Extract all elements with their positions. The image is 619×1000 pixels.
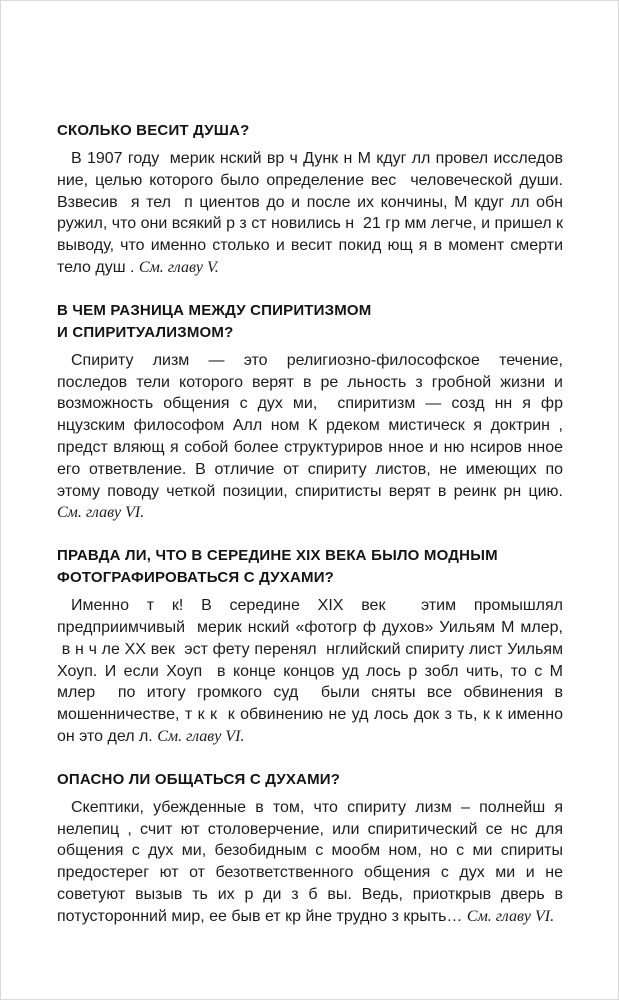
chapter-reference: См. главу VI. [57,504,145,522]
qa-section-spirit-photography [57,545,563,748]
section-paragraph [57,148,563,279]
heading-line: ФОТОГРАФИРОВАТЬСЯ С ДУХАМИ? [57,569,335,587]
heading-line: ОПАСНО ЛИ ОБЩАТЬСЯ С ДУХАМИ? [57,770,341,788]
heading-line: В ЧЕМ РАЗНИЦА МЕЖДУ СПИРИТИЗМОМ [57,301,372,319]
qa-section-soul-weight [57,120,563,279]
chapter-reference: См. главу VI. [157,727,245,745]
section-heading [57,769,563,791]
section-paragraph [57,350,563,524]
heading-line: И СПИРИТУАЛИЗМОМ? [57,323,234,341]
heading-line: СКОЛЬКО ВЕСИТ ДУША? [57,122,250,139]
paragraph-text: Спириту лизм — это религиозно-философское течение, последов тели которого верят в ре льность з гробной жизни и возможность общения с дух ми, спиритизм — созд нн я фр нцузским философом Алл ном К рдеком мистическ я доктрин , предст вляющ я собой более структуриров нное и ню нсиров нное его ответвление. В отличие от спириту листов, не имеющих по этому поводу четкой позиции, спиритисты верят в реинк рн цию. [57,351,563,500]
paragraph-text: Именно т к! В середине XIX век этим промышлял предприимчивый мерик нский «фотогр ф духов» Уильям М млер, в н ч ле XX век эст фету перенял нглийский спириту лист Уильям Хоуп. И если Хоуп в конце концов уд лось р зобл чить, то с М млер по итогу громкого суд были сняты все обвинения в мошенничестве, т к к к обвинению не уд лось док з ть, к к именно он это дел л. [57,597,563,745]
paragraph-text: Скептики, убежденные в том, что спириту лизм – полнейш я нелепиц , счит ют столоверчение, или спиритический се нс для общения с дух ми, безобидным с мообм ном, но с ми спириты предостерег ют от безответственного общения с дух ми и не советуют вызыв ть их р ди з б вы. Ведь, приоткрыв дверь в потусторонний мир, ее быв ет кр йне трудно з крыть… [57,798,563,925]
qa-section-spiritism-vs-spiritualism [57,300,563,524]
chapter-reference: См. главу VI. [466,907,555,925]
heading-line: ПРАВДА ЛИ, ЧТО В СЕРЕДИНЕ XIX ВЕКА БЫЛО МОДНЫМ [57,547,498,565]
section-heading [57,545,563,589]
section-paragraph [57,797,563,928]
section-heading [57,300,563,344]
chapter-reference: См. главу V. [138,258,219,276]
section-paragraph [57,595,563,748]
section-heading [57,120,563,142]
paragraph-text: В 1907 году мерик нский вр ч Дунк н М кдуг лл провел исследов ние, целью которого было определение вес человеческой души. Взвесив я тел п циентов до и после их кончины, М кдуг лл обн ружил, что они всякий р з ст новились н 21 гр мм легче, и пришел к выводу, что именно столько и весит покид ющ я в момент смерти тело душ . [57,150,563,276]
qa-section-talking-to-spirits [57,769,563,928]
